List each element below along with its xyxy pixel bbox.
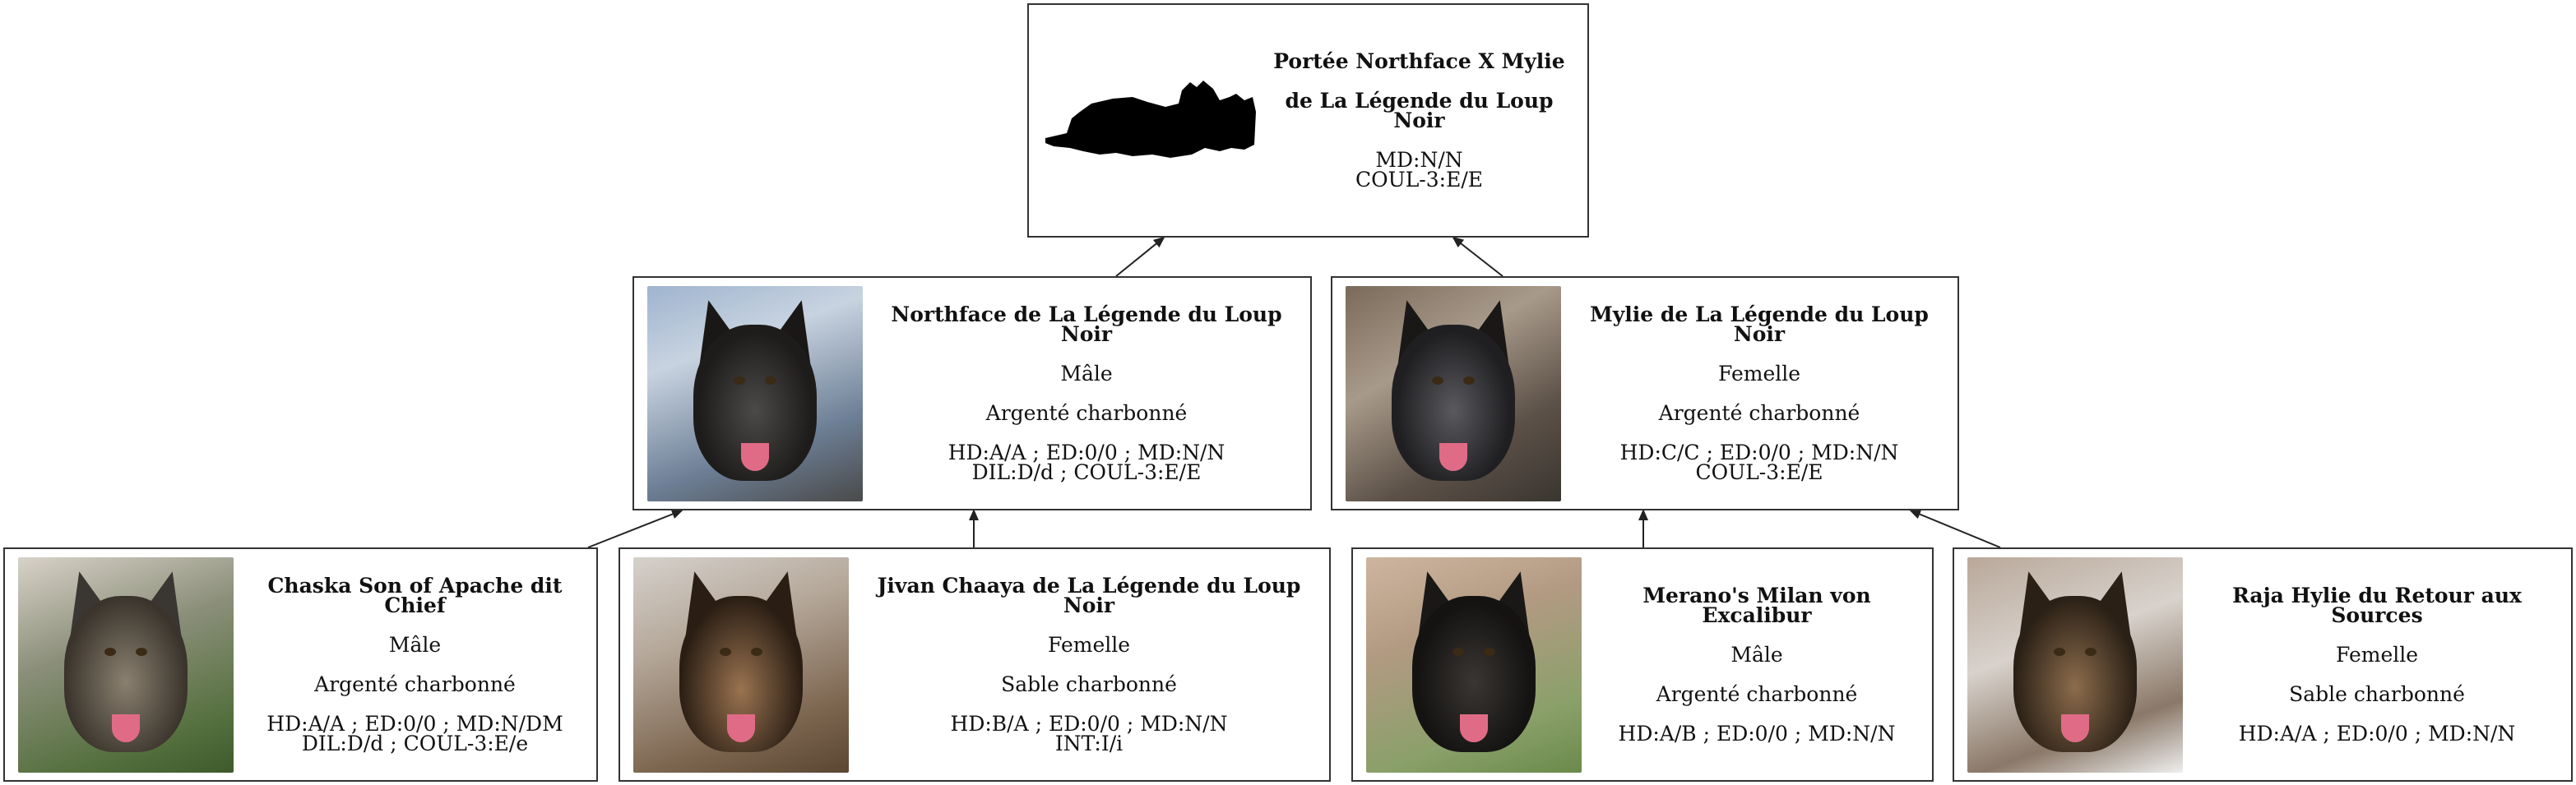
chaska-color: Argenté charbonné [314,672,516,696]
chaska-tests-line2: DIL:D/d ; COUL-3:E/e [301,731,529,755]
merano-sex: Mâle [1730,642,1783,667]
edge-raja-to-mylie [1911,510,2000,547]
jivan-tests-line2: INT:I/i [1054,731,1124,755]
edge-northface-to-litter [1116,238,1164,276]
litter-text [1259,5,1579,236]
jivan-text [852,549,1326,780]
grandparent-node-raja [1953,547,2573,782]
chaska-text [237,549,593,780]
parent-node-mylie [1331,276,1959,510]
jivan-color: Sable charbonné [1001,672,1177,696]
grandparent-node-jivan [619,547,1331,782]
litter-tests-line2: COUL-3:E/E [1355,167,1483,192]
mylie-tests-line2: COUL-3:E/E [1695,459,1823,484]
grandparent-node-merano [1351,547,1934,782]
mylie-sex: Femelle [1717,361,1801,386]
merano-name: Merano's Milan von Excalibur [1642,583,1871,627]
jivan-photo [633,557,849,773]
edge-mylie-to-litter [1453,238,1503,276]
northface-name: Northface de La Légende du Loup Noir [891,302,1282,346]
merano-tests-line1: HD:A/B ; ED:0/0 ; MD:N/N [1618,721,1896,746]
mylie-tests-line1: HD:C/C ; ED:0/0 ; MD:N/N [1619,440,1899,464]
merano-photo [1366,557,1582,773]
merano-text [1585,549,1929,780]
northface-tests-line1: HD:A/A ; ED:0/0 ; MD:N/N [947,440,1225,464]
litter-silhouette-image [1042,79,1258,169]
raja-photo [1967,557,2183,773]
parent-node-northface [632,276,1312,510]
raja-tests-line1: HD:A/A ; ED:0/0 ; MD:N/N [2238,721,2516,746]
chaska-sex: Mâle [388,632,442,657]
grandparent-node-chaska [3,547,598,782]
chaska-photo [18,557,234,773]
jivan-tests-line1: HD:B/A ; ED:0/0 ; MD:N/N [950,711,1228,736]
merano-color: Argenté charbonné [1656,681,1858,706]
jivan-name: Jivan Chaaya de La Légende du Loup Noir [877,573,1301,617]
raja-name: Raja Hylie du Retour aux Sources [2232,583,2522,627]
northface-color: Argenté charbonné [985,400,1188,425]
raja-color: Sable charbonné [2289,681,2465,706]
litter-tests-line1: MD:N/N [1375,147,1463,172]
jivan-sex: Femelle [1047,632,1131,657]
raja-sex: Femelle [2335,642,2419,667]
edge-chaska-to-northface [588,510,682,547]
chaska-tests-line1: HD:A/A ; ED:0/0 ; MD:N/DM [266,711,563,736]
mylie-photo [1346,286,1561,501]
raja-text [2186,549,2568,780]
northface-sex: Mâle [1060,361,1113,386]
litter-title-line1: Portée Northface X Mylie [1273,48,1565,73]
mylie-color: Argenté charbonné [1658,400,1860,425]
mylie-text [1564,278,1954,509]
mylie-name: Mylie de La Légende du Loup Noir [1590,302,1929,346]
northface-photo [647,286,863,501]
litter-node [1027,3,1589,238]
northface-text [866,278,1307,509]
litter-title-line2: de La Légende du Loup Noir [1285,88,1554,132]
northface-tests-line2: DIL:D/d ; COUL-3:E/E [971,459,1202,484]
chaska-name: Chaska Son of Apache dit Chief [267,573,563,617]
